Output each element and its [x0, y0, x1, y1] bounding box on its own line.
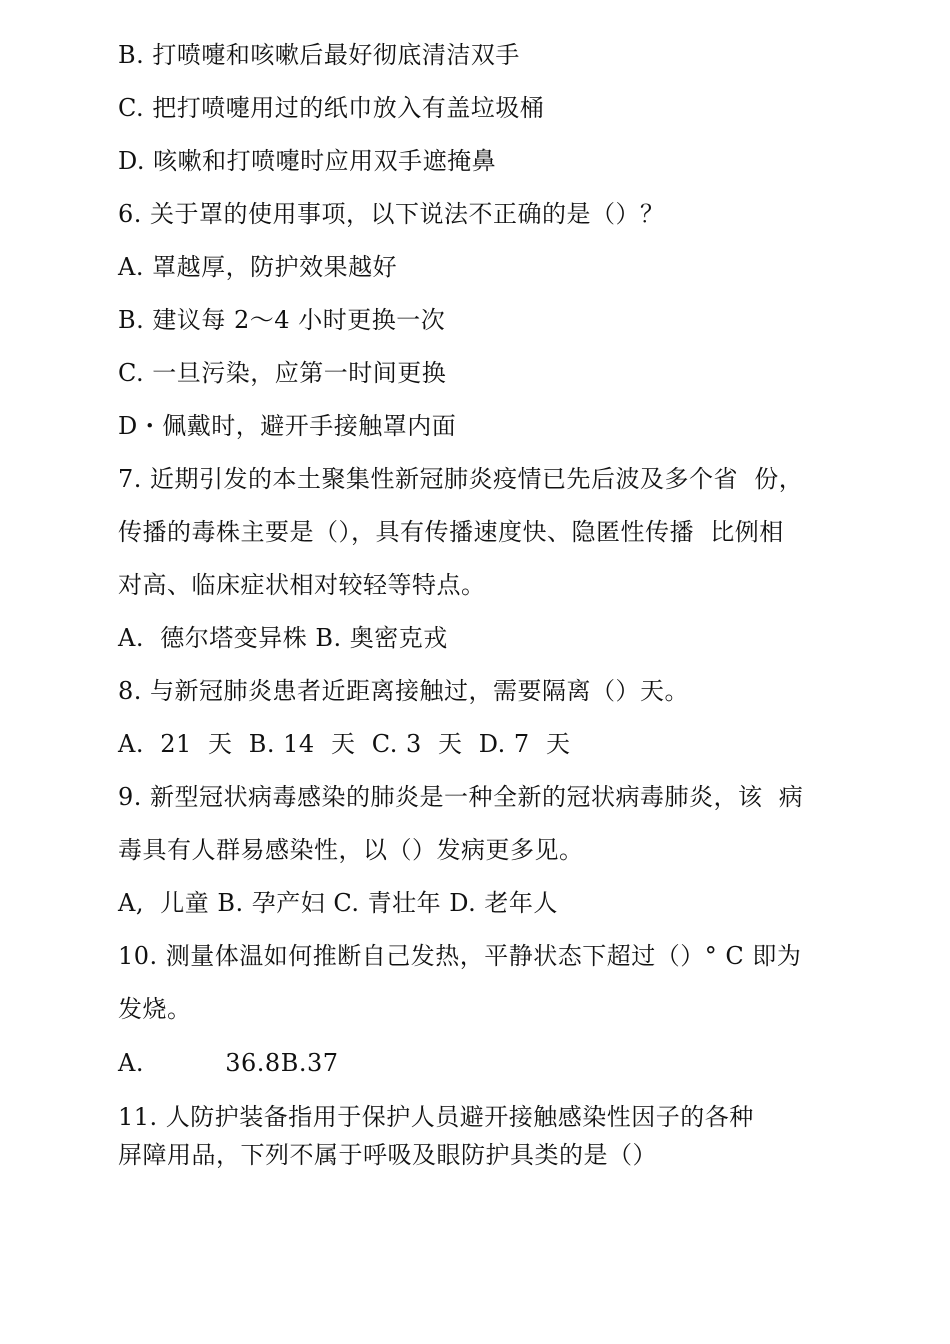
options-9: A, 儿童 B. 孕产妇 C. 青壮年 D. 老年人	[118, 889, 558, 917]
option-6d: D・佩戴时，避开手接触罩内面	[118, 412, 457, 440]
option-5c: C. 把打喷嚏用过的纸巾放入有盖垃圾桶	[118, 94, 545, 122]
question-7-line-2: 传播的毒株主要是（），具有传播速度快、隐匿性传播 比例相	[118, 518, 784, 546]
option-5d: D. 咳嗽和打喷嚏时应用双手遮掩鼻	[118, 147, 497, 175]
question-9-line-2: 毒具有人群易感染性，以（）发病更多见。	[118, 836, 584, 864]
question-11-line-2: 屏障用品，下列不属于呼吸及眼防护具类的是（）	[118, 1141, 657, 1169]
question-8: 8. 与新冠肺炎患者近距离接触过，需要隔离（）天。	[118, 677, 690, 705]
options-8: A. 21 天 B. 14 天 C. 3 天 D. 7 天	[118, 730, 571, 758]
question-10-line-1: 10. 测量体温如何推断自己发热，平静状态下超过（）° C 即为	[118, 942, 802, 970]
question-6: 6. 关于罩的使用事项，以下说法不正确的是（）？	[118, 200, 665, 228]
question-7-line-1: 7. 近期引发的本土聚集性新冠肺炎疫情已先后波及多个省 份，	[118, 465, 804, 493]
question-7-line-3: 对高、临床症状相对较轻等特点。	[118, 571, 486, 599]
option-6c: C. 一旦污染，应第一时间更换	[118, 359, 447, 387]
options-7: A. 德尔塔变异株 B. 奥密克戎	[118, 624, 448, 652]
option-5b: B. 打喷嚏和咳嗽后最好彻底清洁双手	[118, 41, 520, 69]
question-10-line-2: 发烧。	[118, 995, 192, 1023]
option-6a: A. 罩越厚，防护效果越好	[118, 253, 398, 281]
option-6b: B. 建议每 2〜4 小时更换一次	[118, 306, 446, 334]
question-9-line-1: 9. 新型冠状病毒感染的肺炎是一种全新的冠状病毒肺炎，该 病	[118, 783, 804, 811]
question-11-line-1: 11. 人防护装备指用于保护人员避开接触感染性因子的各种	[118, 1103, 754, 1131]
options-10: A. 36.8B.37	[118, 1049, 339, 1077]
